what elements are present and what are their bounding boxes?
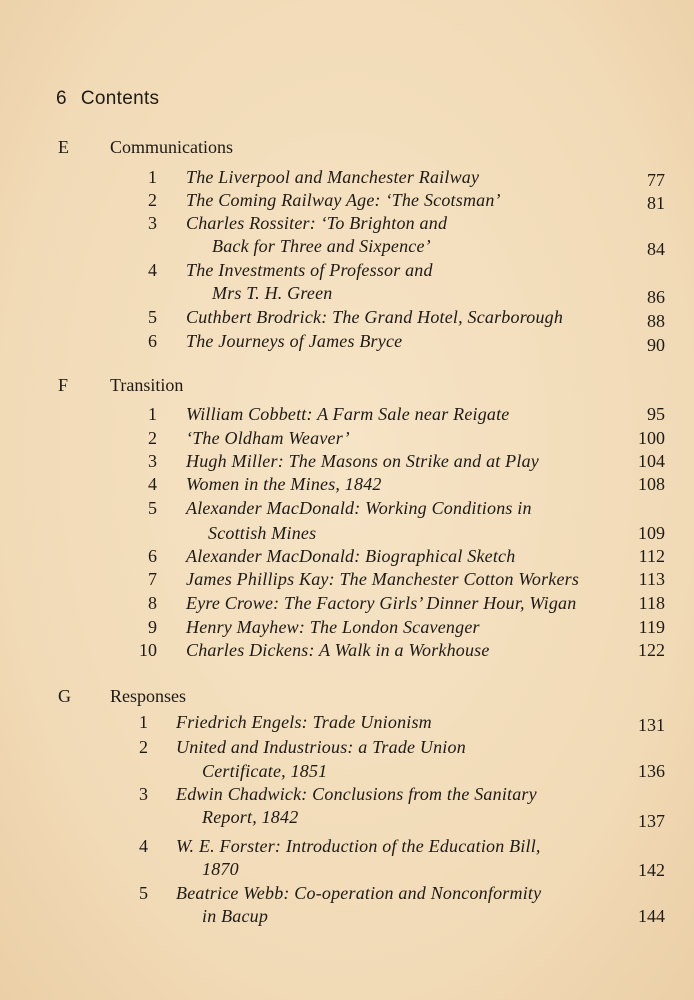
entry-page-number: 84 bbox=[647, 239, 665, 259]
entry-number: 3 bbox=[148, 451, 157, 471]
entry-number: 3 bbox=[139, 784, 148, 804]
entry-title: Friedrich Engels: Trade Unionism bbox=[176, 712, 432, 732]
entry-number: 10 bbox=[139, 640, 157, 660]
entry-page-number: 136 bbox=[638, 761, 665, 781]
entry-page-number: 77 bbox=[647, 170, 665, 190]
entry-title: ‘The Oldham Weaver’ bbox=[186, 428, 350, 448]
entry-title: The Journeys of James Bryce bbox=[186, 331, 403, 351]
entry-title: Henry Mayhew: The London Scavenger bbox=[186, 617, 480, 637]
entry-number: 7 bbox=[148, 569, 157, 589]
entry-page-number: 88 bbox=[647, 311, 665, 331]
entry-title: Beatrice Webb: Co-operation and Nonconformity bbox=[176, 883, 542, 903]
page-title: Contents bbox=[80, 88, 160, 109]
entry-number: 6 bbox=[148, 546, 157, 566]
entry-page-number: 122 bbox=[638, 640, 665, 660]
entry-title: Mrs T. H. Green bbox=[212, 283, 333, 303]
entry-page-number: 86 bbox=[647, 287, 665, 307]
entry-page-number: 108 bbox=[638, 474, 665, 494]
entry-number: 1 bbox=[148, 167, 157, 187]
entry-number: 1 bbox=[148, 404, 157, 424]
entry-title: in Bacup bbox=[202, 906, 269, 926]
entry-number: 5 bbox=[148, 498, 157, 518]
entry-number: 2 bbox=[148, 428, 157, 448]
entry-title: Cuthbert Brodrick: The Grand Hotel, Scarborough bbox=[186, 307, 564, 327]
entry-number: 5 bbox=[139, 883, 148, 903]
entry-number: 9 bbox=[148, 617, 157, 637]
entry-title: Hugh Miller: The Masons on Strike and at Play bbox=[186, 451, 539, 471]
entry-title: Charles Dickens: A Walk in a Workhouse bbox=[186, 640, 490, 660]
entry-title: W. E. Forster: Introduction of the Education Bill, bbox=[176, 836, 541, 856]
entry-page-number: 100 bbox=[638, 428, 665, 448]
entry-number: 4 bbox=[148, 474, 157, 494]
entry-title: Back for Three and Sixpence’ bbox=[212, 236, 431, 256]
entry-number: 3 bbox=[148, 213, 157, 233]
entry-page-number: 112 bbox=[638, 546, 665, 566]
entry-page-number: 113 bbox=[638, 569, 665, 589]
entry-number: 1 bbox=[139, 712, 148, 732]
entry-number: 5 bbox=[148, 307, 157, 327]
entry-title: Alexander MacDonald: Biographical Sketch bbox=[186, 546, 516, 566]
entry-number: 2 bbox=[148, 190, 157, 210]
entry-page-number: 119 bbox=[638, 617, 665, 637]
entry-number: 4 bbox=[139, 836, 148, 856]
entry-page-number: 81 bbox=[647, 193, 665, 213]
entry-title: 1870 bbox=[202, 859, 239, 879]
entry-number: 4 bbox=[148, 260, 157, 280]
entry-title: The Investments of Professor and bbox=[186, 260, 433, 280]
page-header bbox=[56, 88, 159, 110]
entry-title: Certificate, 1851 bbox=[202, 761, 328, 781]
page-number: 6 bbox=[56, 88, 67, 109]
entry-title: United and Industrious: a Trade Union bbox=[176, 737, 466, 757]
entry-title: Eyre Crowe: The Factory Girls’ Dinner Hour, Wigan bbox=[186, 593, 577, 613]
entry-title: The Coming Railway Age: ‘The Scotsman’ bbox=[186, 190, 501, 210]
entry-title: Alexander MacDonald: Working Conditions in bbox=[186, 498, 532, 518]
entry-page-number: 142 bbox=[638, 860, 665, 880]
section-letter: G bbox=[58, 686, 71, 706]
entry-title: Scottish Mines bbox=[208, 523, 317, 543]
entry-page-number: 144 bbox=[638, 906, 665, 926]
entry-page-number: 109 bbox=[638, 523, 665, 543]
entry-title: Women in the Mines, 1842 bbox=[186, 474, 382, 494]
section-title: Communications bbox=[110, 137, 233, 157]
section-title: Responses bbox=[110, 686, 186, 706]
entry-title: Charles Rossiter: ‘To Brighton and bbox=[186, 213, 448, 233]
entry-number: 2 bbox=[139, 737, 148, 757]
entry-page-number: 104 bbox=[638, 451, 665, 471]
entry-page-number: 118 bbox=[638, 593, 665, 613]
entry-title: William Cobbett: A Farm Sale near Reigate bbox=[186, 404, 510, 424]
entry-number: 6 bbox=[148, 331, 157, 351]
section-title: Transition bbox=[110, 375, 184, 395]
entry-page-number: 131 bbox=[638, 715, 665, 735]
entry-page-number: 137 bbox=[638, 811, 665, 831]
entry-page-number: 95 bbox=[647, 404, 665, 424]
section-letter: E bbox=[58, 137, 69, 157]
entry-page-number: 90 bbox=[647, 335, 665, 355]
section-letter: F bbox=[58, 375, 69, 395]
entry-title: James Phillips Kay: The Manchester Cotton Workers bbox=[186, 569, 580, 589]
entry-title: The Liverpool and Manchester Railway bbox=[186, 167, 480, 187]
entry-title: Report, 1842 bbox=[202, 807, 299, 827]
entry-number: 8 bbox=[148, 593, 157, 613]
entry-title: Edwin Chadwick: Conclusions from the Sanitary bbox=[176, 784, 537, 804]
